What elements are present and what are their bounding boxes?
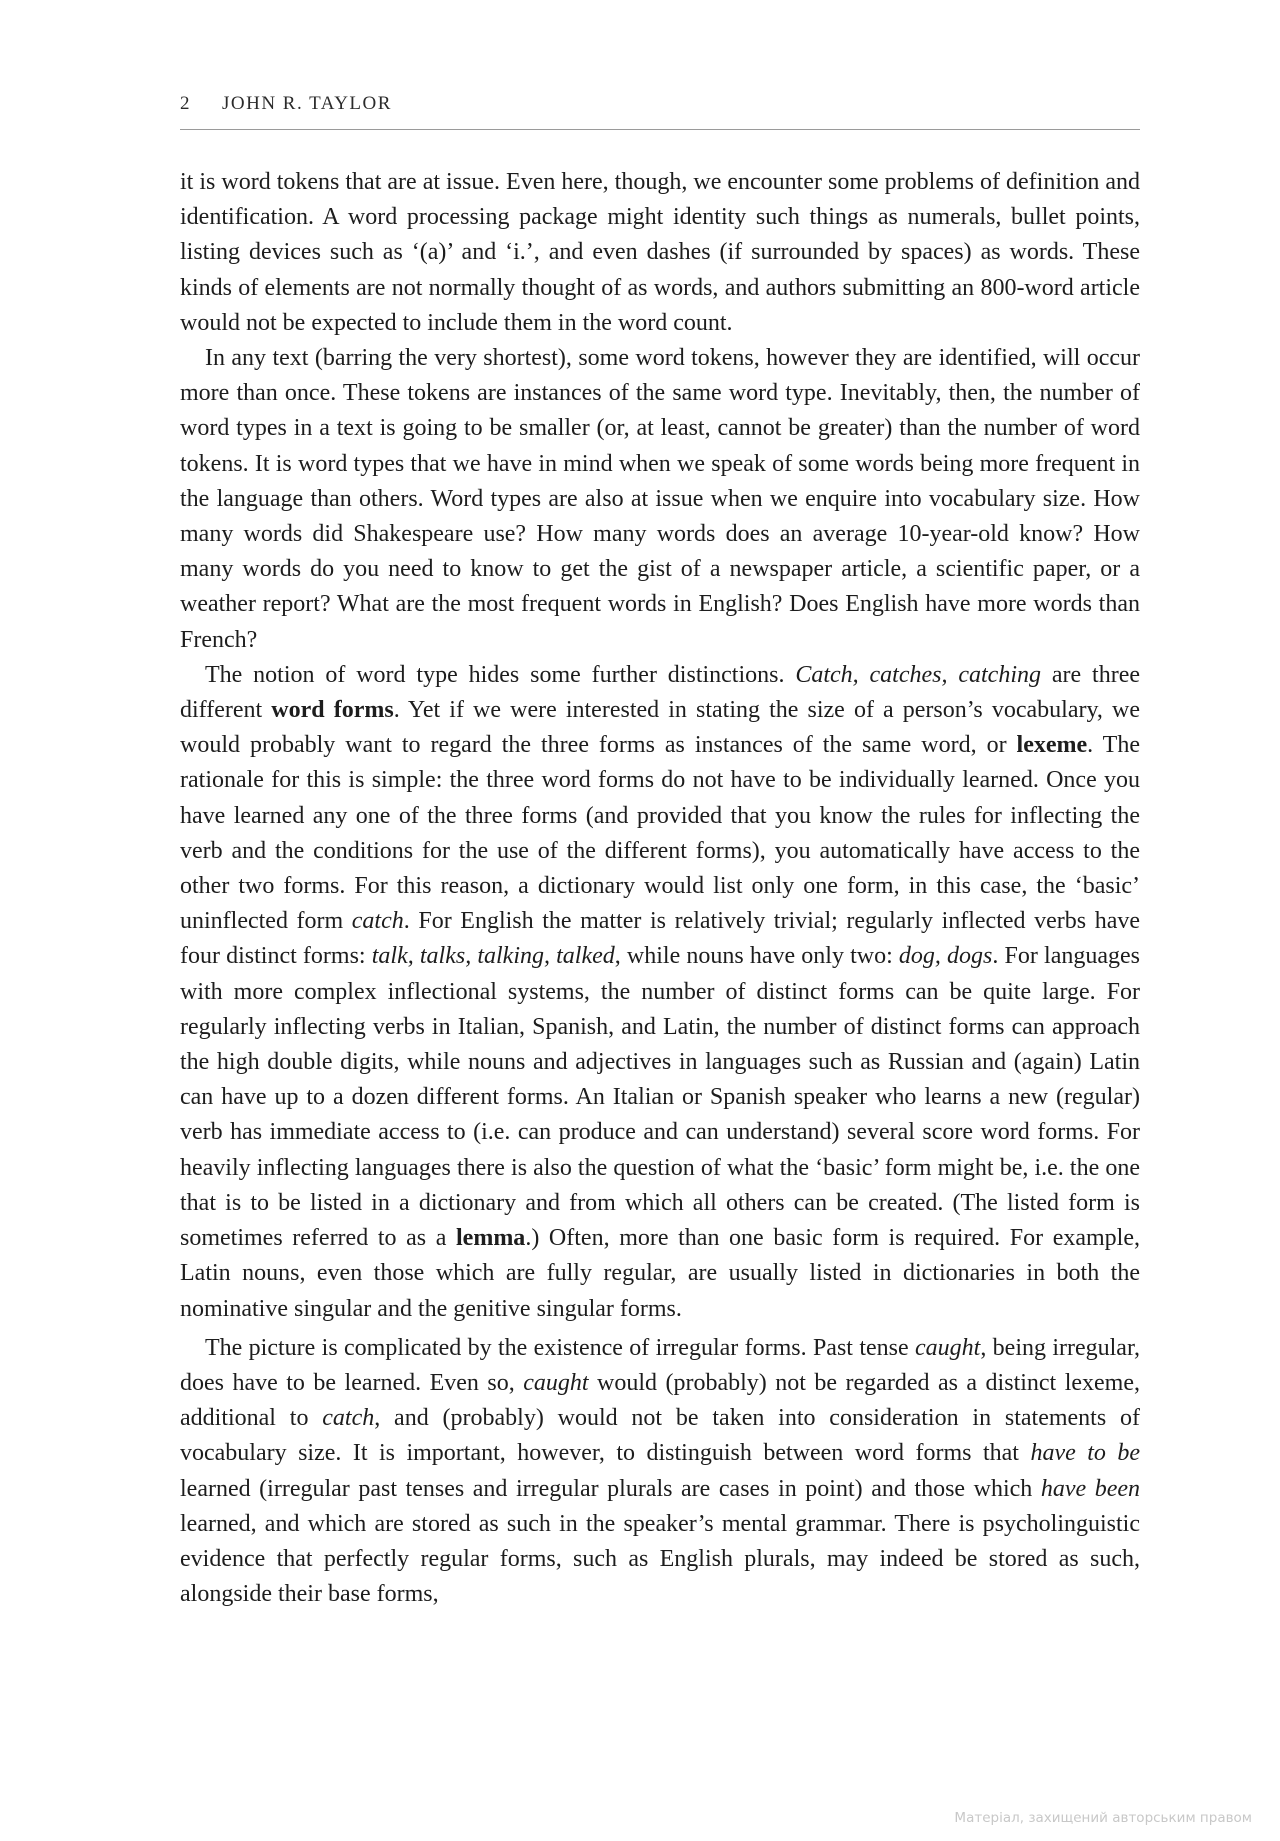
paragraph [180,1331,1140,1613]
text-run: learned (irregular past tenses and irregular plurals are cases in point) and those which [180,1475,1041,1502]
italic-term: have to be [1030,1440,1140,1467]
paragraph [180,658,1140,1327]
text-run: . The rationale for this is simple: the three word forms do not have to be individually learned. Once you have learned any one of the three forms (and provided that you know the rules for inflecting the verb and the conditions for the use of the different forms), you automatically have access to the other two forms. For this reason, a dictionary would list only one form, in this case, the ‘basic’ uninflected form [180,732,1140,935]
text-run: it is word tokens that are at issue. Even here, though, we encounter some problems of definition and identification. A word processing package might identity such things as numerals, bullet points, listing devices such as ‘(a)’ and ‘i.’, and even dashes (if surrounded by spaces) as words. These kinds of elements are not normally thought of as words, and authors submitting an 800-word article would not be expected to include them in the word count. [180,169,1140,336]
text-run: In any text (barring the very shortest), some word tokens, however they are identified, will occur more than once. These tokens are instances of the same word type. Inevitably, then, the number of word types in a text is going to be smaller (or, at least, cannot be greater) than the number of word tokens. It is word types that we have in mind when we speak of some words being more frequent in the language than others. Word types are also at issue when we enquire into vocabulary size. How many words did Shakespeare use? How many words does an average 10-year-old know? How many words do you need to know to get the gist of a newspaper article, a scientific paper, or a weather report? What are the most frequent words in English? Does English have more words than French? [180,345,1140,653]
text-run: . For languages with more complex inflectional systems, the number of distinct forms can be quite large. For regularly inflecting verbs in Italian, Spanish, and Latin, the number of distinct forms can approach the high double digits, while nouns and adjectives in languages such as Russian and (again) Latin can have up to a dozen different forms. An Italian or Spanish speaker who learns a new (regular) verb has immediate access to (i.e. can produce and can understand) several score word forms. For heavily inflecting languages there is also the question of what the ‘basic’ form might be, i.e. the one that is to be listed in a dictionary and from which all others can be created. (The listed form is sometimes referred to as a [180,943,1140,1252]
text-run: The picture is complicated by the existence of irregular forms. Past tense [205,1334,915,1361]
text-run: .) Often, more than one basic form is required. For example, Latin nouns, even those which are fully regular, are usually listed in dictionaries in both the nominative singular and the genitive singular forms. [180,1225,1140,1322]
bold-term: lexeme [1016,732,1088,759]
italic-term: Catch, catches, catching [795,661,1042,688]
bold-term: lemma [456,1225,526,1252]
bold-term: word forms [271,697,394,724]
running-header [180,93,1140,130]
text-run: , and (probably) would not be taken into consideration in statements of vocabulary size. It is important, however, to distinguish between word forms that [180,1405,1140,1467]
text-run: are three different [180,661,1141,724]
text-run: would (probably) not be regarded as a distinct lexeme, additional to [180,1369,1140,1432]
body-text [180,165,1140,1612]
text-run: , being irregular, does have to be learned. Even so, [180,1334,1140,1396]
italic-term: have been [1040,1475,1140,1502]
paragraph [180,165,1140,341]
page-number: 2 [180,93,191,114]
text-run: learned, and which are stored as such in the speaker’s mental grammar. There is psycholinguistic evidence that perfectly regular forms, such as English plurals, may indeed be stored as such, alongside their base forms, [180,1510,1140,1608]
author-name: JOHN R. TAYLOR [222,93,392,114]
text-run: . Yet if we were interested in stating the size of a person’s vocabulary, we would probably want to regard the three forms as instances of the same word, or [180,697,1141,759]
italic-term: dog, dogs [898,943,993,970]
italic-term: talk, talks, talking, talked [371,943,615,970]
italic-term: caught [914,1334,981,1361]
italic-term: catch [322,1405,375,1432]
text-run: , while nouns have only two: [614,943,899,970]
paragraph [180,341,1140,658]
text-run: The notion of word type hides some further distinctions. [205,661,796,688]
copyright-watermark: Матеріал, захищений авторським правом [954,1810,1252,1826]
text-run: . For English the matter is relatively trivial; regularly inflected verbs have four distinct forms: [180,908,1140,970]
italic-term: caught [523,1369,589,1396]
italic-term: catch [351,908,404,935]
